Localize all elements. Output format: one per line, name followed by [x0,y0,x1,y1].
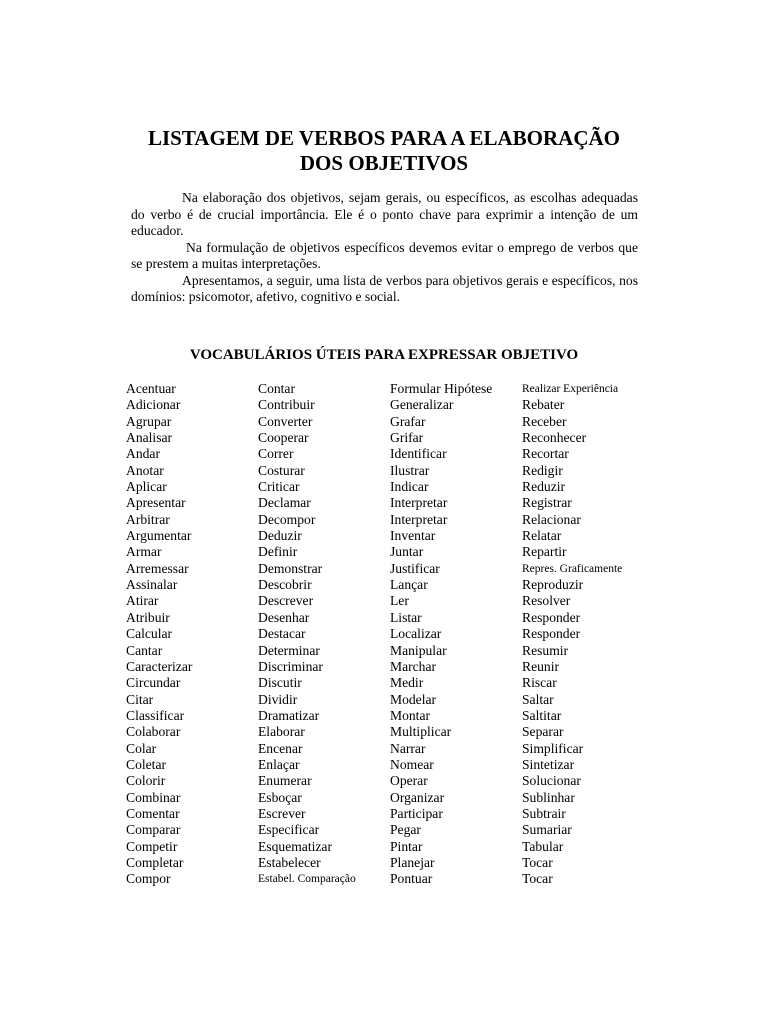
section-subtitle: VOCABULÁRIOS ÚTEIS PARA EXPRESSAR OBJETIVO [189,347,579,363]
verb-item: Discutir [258,675,302,691]
verb-item: Contar [258,381,295,396]
verb-item: Deduzir [258,528,302,544]
verb-item: Dividir [258,691,298,707]
verb-item: Andar [126,446,160,462]
verb-item: Demonstrar [258,560,323,576]
verb-item: Realizar Experiência [522,383,619,395]
verb-item: Resumir [522,642,569,658]
verb-item: Reproduzir [522,577,584,593]
verb-item: Acentuar [126,381,176,396]
verb-item: Criticar [258,479,300,495]
verb-item: Destacar [258,626,306,642]
verb-item: Estabel. Comparação [258,873,356,886]
verb-item: Marchar [390,658,437,674]
verb-item: Anotar [126,462,164,478]
verb-item: Tocar [522,854,553,870]
verb-item: Competir [126,838,178,854]
intro-text [131,190,638,306]
verb-column-1 [126,381,258,888]
verb-item: Atirar [126,593,159,609]
verb-item: Operar [390,773,428,789]
verb-item: Grafar [390,413,426,429]
verb-item: Comparar [126,822,181,838]
verb-item: Esboçar [258,789,302,805]
verb-item: Adicionar [126,397,181,413]
verb-item: Reconhecer [522,430,587,446]
title-line-1: LISTAGEM DE VERBOS PARA A ELABORAÇÃO [147,126,620,150]
intro-paragraph: Na elaboração dos objetivos, sejam gerais, ou específicos, as escolhas adequadas do verbo é de crucial importância. Ele é o ponto chave para exprimir a intenção de um educador. [131,190,638,238]
verb-item: Responder [522,609,581,625]
verb-item: Dramatizar [258,707,320,723]
verb-item: Escrever [258,805,306,821]
verb-item: Saltitar [522,707,562,723]
verb-item: Armar [126,544,162,560]
verb-item: Saltar [522,691,554,707]
verb-item: Montar [390,707,431,723]
verb-item: Arbitrar [126,511,170,527]
verb-item: Indicar [390,479,429,495]
verb-item: Apresentar [126,495,186,511]
verb-item: Encenar [258,740,303,756]
verb-item: Modelar [390,691,437,707]
verb-item: Colorir [126,773,166,789]
verb-item: Registrar [522,495,572,511]
verb-item: Sumariar [522,822,572,838]
verb-item: Declamar [258,495,311,511]
verb-item: Rebater [522,397,565,413]
verb-item: Compor [126,871,171,887]
verb-item: Nomear [390,756,434,772]
verb-item: Resolver [522,593,571,609]
verb-item: Determinar [258,642,320,658]
verb-item: Juntar [390,544,424,560]
verb-item: Coletar [126,756,167,772]
verb-item: Ilustrar [390,462,430,478]
verb-item: Interpretar [390,495,448,511]
intro-paragraph: Na formulação de objetivos específicos devemos evitar o emprego de verbos que se prestem a muitas interpretações. [131,239,638,271]
verb-item: Contribuir [258,397,315,413]
verb-item: Organizar [390,789,445,805]
verb-item: Relatar [522,528,562,544]
verb-item: Tabular [522,838,564,854]
verb-item: Localizar [390,626,442,642]
verb-item: Argumentar [126,528,192,544]
verb-item: Narrar [390,740,426,756]
verb-item: Responder [522,626,581,642]
verb-item: Medir [390,675,424,691]
verb-item: Tocar [522,871,553,887]
verb-item: Descobrir [258,577,312,593]
verb-item: Colar [126,740,157,756]
verb-item: Definir [258,544,298,560]
verb-item: Caracterizar [126,658,193,674]
verb-item: Repartir [522,544,567,560]
verb-item: Justificar [390,560,440,576]
verb-item: Reduzir [522,479,566,495]
verb-item: Colaborar [126,724,181,740]
verb-item: Listar [390,609,422,625]
verb-column-3 [390,381,522,888]
verb-item: Costurar [258,462,305,478]
verb-item: Aplicar [126,479,167,495]
verb-item: Pintar [390,838,423,854]
verb-item: Circundar [126,675,181,691]
verb-item: Completar [126,854,184,870]
verb-item: Receber [522,413,567,429]
verb-item: Simplificar [522,740,584,756]
verb-item: Lançar [390,577,428,593]
verb-item: Identificar [390,446,447,462]
verb-item: Redigir [522,462,563,478]
verb-item: Converter [258,413,313,429]
document-title [0,126,768,176]
verb-item: Esquematizar [258,838,332,854]
verb-item: Repres. Graficamente [522,562,623,575]
verb-item: Combinar [126,789,181,805]
verb-item: Planejar [390,854,435,870]
verb-item: Cantar [126,642,163,658]
verb-item: Atribuir [126,609,170,625]
verb-item: Sublinhar [522,789,575,805]
verb-item: Inventar [390,528,436,544]
verb-item: Desenhar [258,609,310,625]
verb-item: Reunir [522,658,559,674]
verb-item: Descrever [258,593,314,609]
verb-item: Elaborar [258,724,305,740]
verb-item: Decompor [258,511,316,527]
verb-item: Grifar [390,430,424,446]
verb-item: Recortar [522,446,569,462]
verb-item: Ler [390,593,409,609]
verb-item: Discriminar [258,658,323,674]
verb-item: Enumerar [258,773,312,789]
verb-item: Multiplicar [390,724,452,740]
verb-item: Comentar [126,805,180,821]
verb-item: Subtrair [522,805,566,821]
verb-item: Analisar [126,430,173,446]
verb-item: Formular Hipótese [390,381,493,396]
verb-item: Correr [258,446,294,462]
verb-column-4 [522,381,654,888]
verb-item: Calcular [126,626,173,642]
verb-item: Manipular [390,642,447,658]
verb-item: Estabelecer [258,854,321,870]
verb-item: Riscar [522,675,557,691]
verb-item: Citar [126,691,154,707]
verb-item: Classificar [126,707,185,723]
verb-item: Assinalar [126,577,178,593]
verb-item: Participar [390,805,443,821]
verb-item: Generalizar [390,397,454,413]
verb-item: Pontuar [390,871,433,887]
title-line-2: DOS OBJETIVOS [299,151,469,175]
verb-item: Arremessar [126,560,189,576]
verb-item: Agrupar [126,413,172,429]
intro-paragraph: Apresentamos, a seguir, uma lista de verbos para objetivos gerais e específicos, nos domínios: psicomotor, afetivo, cognitivo e social. [131,272,638,304]
verb-item: Interpretar [390,511,448,527]
verb-column-2 [258,381,390,888]
verb-item: Separar [522,724,564,740]
verb-item: Especificar [258,822,320,838]
verb-item: Sintetizar [522,756,575,772]
verb-item: Cooperar [258,430,309,446]
verb-item: Enlaçar [258,756,300,772]
verb-item: Relacionar [522,511,581,527]
verb-item: Pegar [390,822,421,838]
verb-item: Solucionar [522,773,581,789]
